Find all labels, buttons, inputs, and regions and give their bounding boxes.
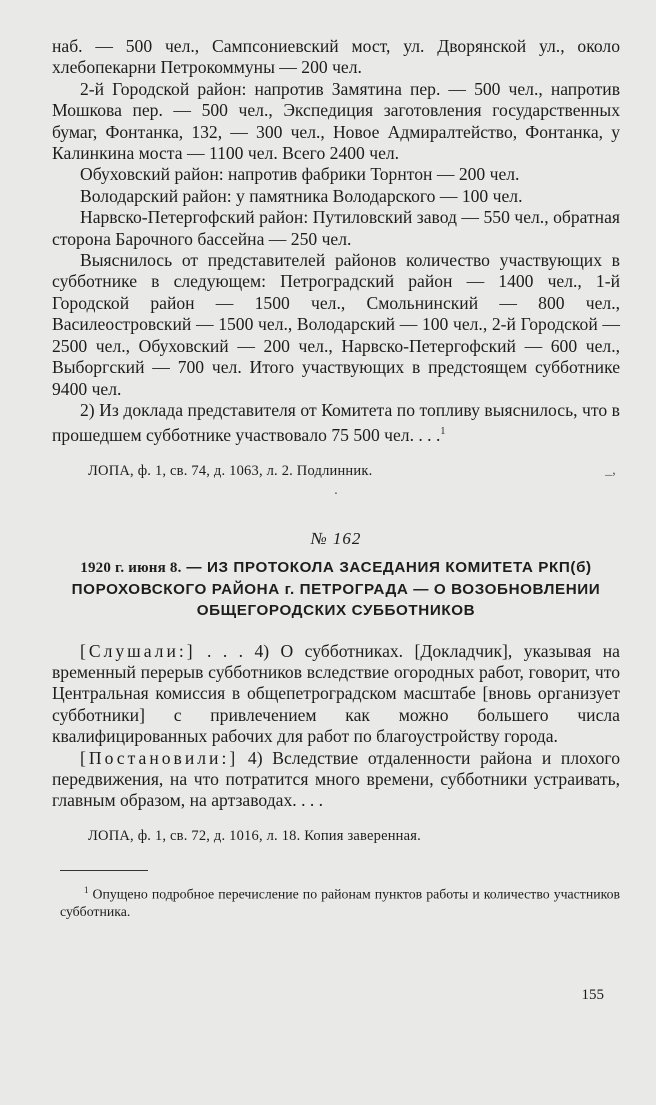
document-title [52,557,620,621]
footnote [60,881,620,922]
footnote-rule [60,870,148,871]
paragraph-3: Обуховский район: напротив фабрики Торнтон — 200 чел. [80,164,520,185]
page-number: 155 [581,987,604,1003]
document-date: 1920 г. июня 8. [80,559,182,576]
paragraph-7 [52,400,620,447]
paragraph-7-text: 2) Из доклада представителя от Комитета по топливу выяснилось, что в прошедшем субботнике участвовало 75 500 чел. . . . [52,399,620,446]
paragraph-2: 2-й Городской район: напротив Замятина пер. — 500 чел., напротив Мошкова пер. — 500 чел., Экспедиция заготовления государственных бумаг, Фонтанка, 132, — 300 чел., Новое Адмиралтейство, Фонтанка, у Калинкина моста — 1100 чел. Всего 2400 чел. [52,78,620,164]
source-citation-2: ЛОПА, ф. 1, св. 72, д. 1016, л. 18. Копия заверенная. [88,827,421,844]
source-citation-1-text: ЛОПА, ф. 1, св. 74, д. 1063, л. 2. Подлинник. [88,462,373,479]
source-citation-1 [88,461,620,481]
slushali-label: [Слушали:] [80,640,196,661]
body-paragraph-2-text: 4) Вследствие отдаленности района и плохого передвижения, на что потратится много времени, субботники устраивать, главным образом, на артзаводах. . . . [52,747,620,811]
footnote-text: Опущено подробное перечисление по районам пунктов работы и количество участников субботника. [60,886,620,920]
margin-mark: _, [605,462,616,478]
paragraph-1: наб. — 500 чел., Сампсониевский мост, ул. Дворянской ул., около хлебопекарни Петрокоммуны — 200 чел. [52,36,620,78]
body-paragraph-2 [52,748,620,812]
body-paragraph-1 [52,641,620,748]
paragraph-4: Володарский район: у памятника Володарского — 100 чел. [80,185,523,206]
postanovili-label: [Постановили:] [80,747,239,768]
document-number: № 162 [310,528,362,548]
paragraph-5: Нарвско-Петергофский район: Путиловский завод — 550 чел., обратная сторона Барочного бассейна — 250 чел. [52,207,620,249]
footnote-mark: 1 [84,884,89,895]
paragraph-6: Выяснилось от представителей районов количество участвующих в субботнике в следующем: Петроградский район — 1400 чел., 1-й Городской район — 1500 чел., Смольнинский — 800 чел., Василеостровский — 1500 чел., Володарский — 100 чел., 2-й Городской — 2500 чел., Обуховский — 200 чел., Нарвско-Петергофский — 600 чел., Выборгский — 700 чел. Итого участвующих в предстоящем субботнике 9400 чел. [52,250,620,399]
separator-dot: · [333,486,339,502]
footnote-ref: 1 [440,426,446,438]
body-paragraph-1-text: . . . 4) О субботниках. [Докладчик], указывая на временный перерыв субботников вследствие огородных работ, говорит, что Центральная комиссия в общепетроградском масштабе [вновь организует субботники] с привлечением как можно большего числа квалифицированных рабочих для работ по благоустройству города. [52,640,620,747]
document-page [52,36,620,1086]
document-title-text: — ИЗ ПРОТОКОЛА ЗАСЕДАНИЯ КОМИТЕТА РКП(б) ПОРОХОВСКОГО РАЙОНА г. ПЕТРОГРАДА — О ВОЗОБНОВЛЕНИИ ОБЩЕГОРОДСКИХ СУББОТНИКОВ [71,558,601,619]
